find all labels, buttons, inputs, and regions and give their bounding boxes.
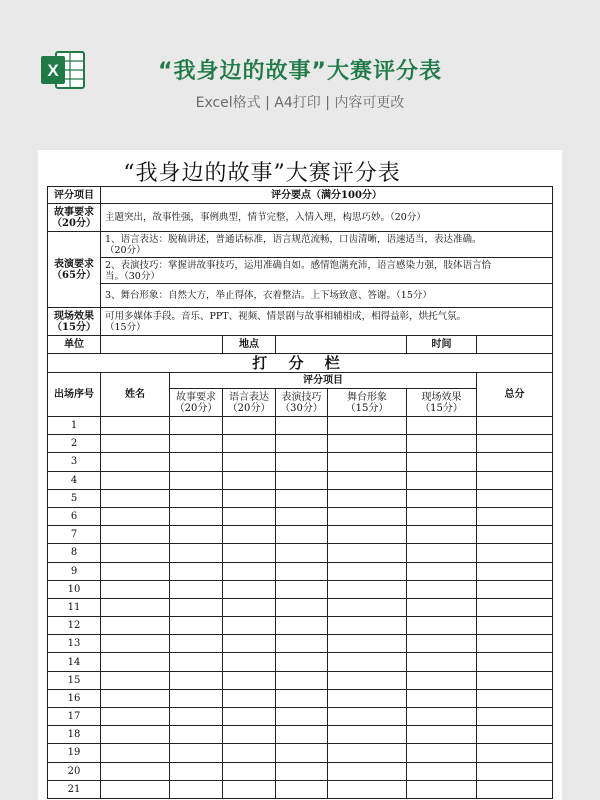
total-cell[interactable] (477, 453, 553, 471)
total-cell[interactable] (477, 762, 553, 780)
skill-cell[interactable] (276, 780, 328, 798)
language-cell[interactable] (223, 562, 276, 580)
language-cell[interactable] (223, 435, 276, 453)
seq-cell: 6 (48, 507, 101, 525)
total-cell[interactable] (477, 580, 553, 598)
scene-cell[interactable] (407, 617, 477, 635)
score-row (48, 544, 553, 562)
perf-item-2-line1: 2、表演技巧：掌握讲故事技巧，运用准确自如。感情饱满充沛，语言感染力强，肢体语言恰 (105, 259, 492, 271)
col-header-story-name: 故事要求 (176, 391, 216, 403)
story-cell[interactable] (170, 507, 223, 525)
score-row (48, 435, 553, 453)
skill-cell[interactable] (276, 653, 328, 671)
criteria-header-row (48, 187, 553, 204)
col-header-stage (328, 389, 407, 417)
language-cell[interactable] (223, 453, 276, 471)
scene-cell[interactable] (407, 435, 477, 453)
banner (0, 0, 600, 150)
scene-cell[interactable] (407, 780, 477, 798)
language-cell[interactable] (223, 708, 276, 726)
sheet-title: “我身边的故事”大赛评分表 (123, 161, 401, 186)
stage-cell[interactable] (328, 617, 407, 635)
skill-cell[interactable] (276, 580, 328, 598)
name-cell[interactable] (101, 708, 170, 726)
seq-cell: 10 (48, 580, 101, 598)
scene-line1: 可用多媒体手段。音乐、PPT、视频、情景剧与故事相辅相成，相得益彰，烘托气氛。 (105, 310, 467, 322)
skill-cell[interactable] (276, 489, 328, 507)
seq-cell: 13 (48, 635, 101, 653)
skill-cell[interactable] (276, 726, 328, 744)
scene-cell[interactable] (407, 526, 477, 544)
place-value-cell[interactable] (276, 336, 407, 354)
scoring-title-row (48, 354, 553, 373)
score-row (48, 562, 553, 580)
total-cell[interactable] (477, 689, 553, 707)
name-header: 姓名 (101, 373, 170, 417)
language-cell[interactable] (223, 544, 276, 562)
criteria-header-points: 评分要点（满分100分） (101, 187, 553, 204)
language-cell[interactable] (223, 580, 276, 598)
scene-cell[interactable] (407, 417, 477, 435)
col-header-skill (276, 389, 328, 417)
col-header-scene-name: 现场效果 (421, 391, 462, 403)
story-cell[interactable] (170, 417, 223, 435)
score-row (48, 526, 553, 544)
perf-item-2 (101, 258, 553, 284)
seq-cell: 12 (48, 617, 101, 635)
language-cell[interactable] (223, 471, 276, 489)
story-cell[interactable] (170, 653, 223, 671)
skill-cell[interactable] (276, 617, 328, 635)
seq-cell: 2 (48, 435, 101, 453)
story-cell[interactable] (170, 708, 223, 726)
total-cell[interactable] (477, 635, 553, 653)
name-cell[interactable] (101, 762, 170, 780)
col-header-stage-name: 舞台形象 (347, 391, 387, 403)
perf-item-1-line2: （20分） (105, 244, 146, 256)
name-cell[interactable] (101, 417, 170, 435)
perf-score: （65分） (52, 269, 96, 281)
name-cell[interactable] (101, 562, 170, 580)
total-cell[interactable] (477, 671, 553, 689)
score-row (48, 780, 553, 798)
scene-cell[interactable] (407, 726, 477, 744)
stage-cell[interactable] (328, 417, 407, 435)
total-cell[interactable] (477, 744, 553, 762)
story-label: 故事要求 (54, 206, 94, 218)
name-cell[interactable] (101, 507, 170, 525)
story-cell[interactable] (170, 526, 223, 544)
seq-cell: 3 (48, 453, 101, 471)
name-cell[interactable] (101, 635, 170, 653)
total-cell[interactable] (477, 471, 553, 489)
stage-cell[interactable] (328, 671, 407, 689)
story-score: （20分） (52, 217, 96, 229)
language-cell[interactable] (223, 635, 276, 653)
items-header: 评分项目 (170, 373, 477, 389)
place-label: 地点 (223, 336, 276, 354)
stage-cell[interactable] (328, 635, 407, 653)
stage-cell[interactable] (328, 453, 407, 471)
score-row (48, 671, 553, 689)
scene-label-cell (48, 308, 101, 336)
scene-cell[interactable] (407, 453, 477, 471)
scene-cell[interactable] (407, 580, 477, 598)
name-cell[interactable] (101, 598, 170, 616)
stage-cell[interactable] (328, 726, 407, 744)
col-header-scene (407, 389, 477, 417)
skill-cell[interactable] (276, 744, 328, 762)
name-cell[interactable] (101, 617, 170, 635)
story-cell[interactable] (170, 580, 223, 598)
perf-item-1-line1: 1、语言表达：脱稿讲述，普通话标准，语言规范流畅，口齿清晰，语速适当，表达准确。 (105, 233, 482, 245)
scene-line2: （15分） (105, 321, 146, 333)
skill-cell[interactable] (276, 435, 328, 453)
perf-label: 表演要求 (54, 258, 94, 270)
criteria-header-item: 评分项目 (48, 187, 101, 204)
story-text: 主题突出，故事性强，事例典型，情节完整，入情入理，构思巧妙。（20分） (101, 204, 553, 232)
story-cell[interactable] (170, 544, 223, 562)
seq-cell: 20 (48, 762, 101, 780)
perf-item-1 (101, 232, 553, 258)
story-label-cell (48, 204, 101, 232)
banner-title: “我身边的故事”大赛评分表 (158, 59, 442, 84)
total-cell[interactable] (477, 653, 553, 671)
seq-cell: 5 (48, 489, 101, 507)
scoring-header-row-1 (48, 373, 553, 389)
skill-cell[interactable] (276, 562, 328, 580)
total-cell[interactable] (477, 544, 553, 562)
col-header-language-points: （20分） (227, 402, 271, 414)
perf-row-1 (48, 232, 553, 258)
language-cell[interactable] (223, 598, 276, 616)
col-header-story-points: （20分） (174, 402, 218, 414)
total-cell[interactable] (477, 489, 553, 507)
score-row (48, 417, 553, 435)
seq-cell: 18 (48, 726, 101, 744)
seq-cell: 7 (48, 526, 101, 544)
story-cell[interactable] (170, 726, 223, 744)
name-cell[interactable] (101, 671, 170, 689)
language-cell[interactable] (223, 780, 276, 798)
total-cell[interactable] (477, 726, 553, 744)
scene-cell[interactable] (407, 507, 477, 525)
perf-row-2 (48, 258, 553, 284)
scene-cell[interactable] (407, 762, 477, 780)
total-cell[interactable] (477, 526, 553, 544)
skill-cell[interactable] (276, 417, 328, 435)
scene-label: 现场效果 (54, 310, 94, 322)
scene-cell[interactable] (407, 562, 477, 580)
stage-cell[interactable] (328, 544, 407, 562)
stage-cell[interactable] (328, 471, 407, 489)
name-cell[interactable] (101, 453, 170, 471)
scene-cell[interactable] (407, 598, 477, 616)
stage-cell[interactable] (328, 562, 407, 580)
name-cell[interactable] (101, 580, 170, 598)
scene-cell[interactable] (407, 689, 477, 707)
total-cell[interactable] (477, 708, 553, 726)
score-row (48, 471, 553, 489)
score-row (48, 507, 553, 525)
col-header-language-name: 语言表达 (229, 391, 269, 403)
story-cell[interactable] (170, 562, 223, 580)
scene-cell[interactable] (407, 671, 477, 689)
perf-row-3 (48, 284, 553, 308)
unit-value-cell[interactable] (101, 336, 223, 354)
info-row (48, 336, 553, 354)
skill-cell[interactable] (276, 671, 328, 689)
score-row (48, 453, 553, 471)
language-cell[interactable] (223, 762, 276, 780)
stage-cell[interactable] (328, 689, 407, 707)
language-cell[interactable] (223, 744, 276, 762)
seq-cell: 16 (48, 689, 101, 707)
scene-cell[interactable] (407, 653, 477, 671)
language-cell[interactable] (223, 689, 276, 707)
stage-cell[interactable] (328, 653, 407, 671)
name-cell[interactable] (101, 435, 170, 453)
seq-cell: 11 (48, 598, 101, 616)
story-cell[interactable] (170, 435, 223, 453)
language-cell[interactable] (223, 417, 276, 435)
seq-cell: 17 (48, 708, 101, 726)
seq-cell: 19 (48, 744, 101, 762)
story-cell[interactable] (170, 471, 223, 489)
stage-cell[interactable] (328, 744, 407, 762)
story-cell[interactable] (170, 489, 223, 507)
stage-cell[interactable] (328, 526, 407, 544)
story-cell[interactable] (170, 671, 223, 689)
score-row (48, 489, 553, 507)
scene-row (48, 308, 553, 336)
score-row (48, 762, 553, 780)
score-row (48, 598, 553, 616)
language-cell[interactable] (223, 489, 276, 507)
score-row (48, 580, 553, 598)
col-header-story (170, 389, 223, 417)
name-cell[interactable] (101, 526, 170, 544)
scene-cell[interactable] (407, 635, 477, 653)
seq-cell: 21 (48, 780, 101, 798)
language-cell[interactable] (223, 653, 276, 671)
score-row (48, 744, 553, 762)
stage-cell[interactable] (328, 708, 407, 726)
scoring-title: 打 分 栏 (48, 354, 553, 373)
perf-item-3: 3、舞台形象：自然大方，举止得体，衣着整洁。上下场致意、答谢。（15分） (101, 284, 553, 308)
col-header-stage-points: （15分） (345, 402, 389, 414)
skill-cell[interactable] (276, 526, 328, 544)
score-row (48, 689, 553, 707)
seq-cell: 8 (48, 544, 101, 562)
name-cell[interactable] (101, 726, 170, 744)
skill-cell[interactable] (276, 507, 328, 525)
language-cell[interactable] (223, 617, 276, 635)
story-cell[interactable] (170, 762, 223, 780)
story-cell[interactable] (170, 635, 223, 653)
skill-cell[interactable] (276, 598, 328, 616)
stage-cell[interactable] (328, 762, 407, 780)
seq-cell: 1 (48, 417, 101, 435)
score-row (48, 617, 553, 635)
skill-cell[interactable] (276, 689, 328, 707)
seq-header: 出场序号 (48, 373, 101, 417)
time-label: 时间 (407, 336, 477, 354)
language-cell[interactable] (223, 671, 276, 689)
language-cell[interactable] (223, 507, 276, 525)
stage-cell[interactable] (328, 580, 407, 598)
excel-icon-letter: X (47, 61, 59, 80)
name-cell[interactable] (101, 653, 170, 671)
name-cell[interactable] (101, 489, 170, 507)
skill-cell[interactable] (276, 762, 328, 780)
total-cell[interactable] (477, 780, 553, 798)
name-cell[interactable] (101, 689, 170, 707)
banner-subtitle: Excel格式 | A4打印 | 内容可更改 (195, 95, 405, 111)
stage-cell[interactable] (328, 598, 407, 616)
scene-cell[interactable] (407, 489, 477, 507)
stage-cell[interactable] (328, 507, 407, 525)
story-cell[interactable] (170, 453, 223, 471)
story-cell[interactable] (170, 780, 223, 798)
score-row (48, 726, 553, 744)
skill-cell[interactable] (276, 453, 328, 471)
score-row (48, 708, 553, 726)
col-header-language (223, 389, 276, 417)
total-cell[interactable] (477, 562, 553, 580)
name-cell[interactable] (101, 780, 170, 798)
total-cell[interactable] (477, 435, 553, 453)
skill-cell[interactable] (276, 708, 328, 726)
col-header-skill-name: 表演技巧 (281, 391, 322, 403)
col-header-skill-points: （30分） (280, 402, 323, 414)
name-cell[interactable] (101, 471, 170, 489)
seq-cell: 14 (48, 653, 101, 671)
name-cell[interactable] (101, 544, 170, 562)
language-cell[interactable] (223, 726, 276, 744)
seq-cell: 4 (48, 471, 101, 489)
col-header-scene-points: （15分） (420, 402, 463, 414)
total-cell[interactable] (477, 507, 553, 525)
story-cell[interactable] (170, 617, 223, 635)
scene-cell[interactable] (407, 544, 477, 562)
score-table (47, 186, 553, 799)
total-cell[interactable] (477, 617, 553, 635)
scene-score: （15分） (52, 321, 96, 333)
unit-label: 单位 (48, 336, 101, 354)
scene-cell[interactable] (407, 471, 477, 489)
perf-label-cell (48, 232, 101, 308)
seq-cell: 9 (48, 562, 101, 580)
stage-cell[interactable] (328, 780, 407, 798)
story-cell[interactable] (170, 744, 223, 762)
score-row (48, 635, 553, 653)
scene-cell[interactable] (407, 744, 477, 762)
scene-cell[interactable] (407, 708, 477, 726)
story-row (48, 204, 553, 232)
skill-cell[interactable] (276, 635, 328, 653)
story-cell[interactable] (170, 598, 223, 616)
scene-text (101, 308, 553, 336)
perf-item-2-line2: 当。（30分） (105, 270, 160, 282)
skill-cell[interactable] (276, 471, 328, 489)
skill-cell[interactable] (276, 544, 328, 562)
total-header: 总分 (477, 373, 553, 417)
name-cell[interactable] (101, 744, 170, 762)
language-cell[interactable] (223, 526, 276, 544)
score-row (48, 653, 553, 671)
total-cell[interactable] (477, 417, 553, 435)
time-value-cell[interactable] (477, 336, 553, 354)
seq-cell: 15 (48, 671, 101, 689)
story-cell[interactable] (170, 689, 223, 707)
stage-cell[interactable] (328, 435, 407, 453)
total-cell[interactable] (477, 598, 553, 616)
stage-cell[interactable] (328, 489, 407, 507)
